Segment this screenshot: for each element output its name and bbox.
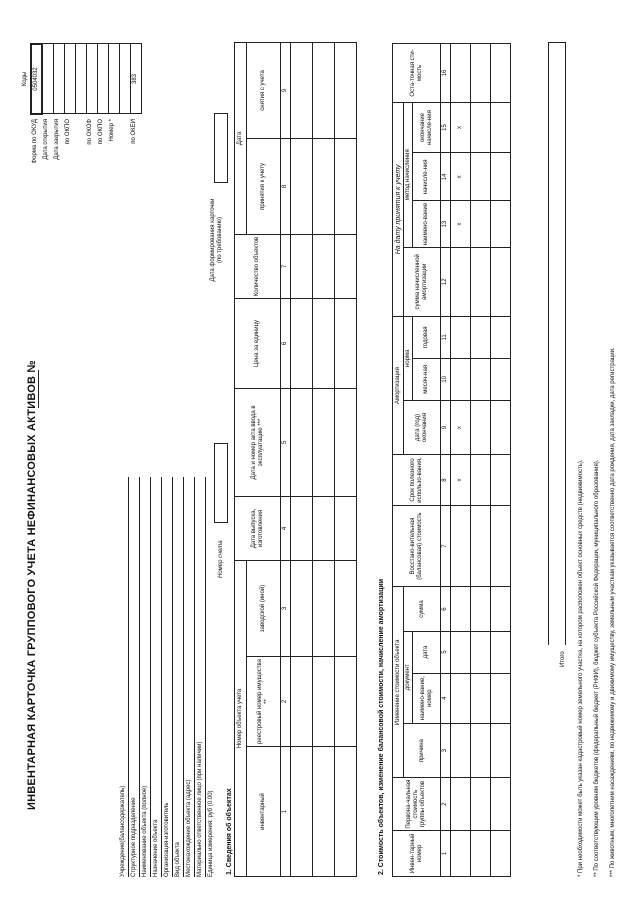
code-value [108, 44, 119, 114]
c2-yearly: годовая [413, 316, 441, 358]
column-number: 8 [281, 138, 291, 234]
c2-doc-name: наимено-вание, номер [413, 673, 441, 723]
cost-cell [451, 723, 471, 778]
column-number: 10 [441, 358, 451, 400]
field-row [206, 477, 217, 877]
code-value: 0504032 [31, 44, 42, 114]
c2-useful-life: Срок полезного использо-вания, [393, 455, 441, 505]
code-value [119, 44, 130, 114]
column-number: 9 [441, 400, 451, 455]
c2-inventory: Инвен-тарный номер [393, 830, 441, 876]
column-number: 13 [441, 201, 451, 247]
cost-cell [471, 723, 491, 778]
cost-cell [491, 316, 511, 358]
codes-header: Коды [22, 71, 28, 87]
code-label: по ОКОФ [87, 119, 93, 145]
cost-cell [491, 455, 511, 505]
total-label: Итого [560, 651, 566, 667]
col-unit-price: Цена за единицу [235, 298, 281, 388]
account-number-box [214, 443, 228, 523]
column-number: 7 [281, 234, 291, 298]
title-number-line [38, 370, 39, 408]
cost-cell [471, 830, 491, 876]
cost-cell [451, 358, 471, 400]
c2-restored-cost: Восстано-вительная (балансовая) стоимость [393, 505, 441, 587]
cost-cell [451, 587, 471, 631]
cost-cell [451, 830, 471, 876]
c2-change-group: Изменение стоимости объекта [393, 587, 404, 778]
column-number: 5 [441, 631, 451, 673]
c2-residual: Оста-точная сти-мость [393, 44, 441, 103]
c2-accrued-sum: сумма начисленной амортизации [404, 247, 441, 316]
cost-cell [451, 316, 471, 358]
codes-labels [30, 119, 140, 215]
cost-cell [471, 44, 491, 103]
objects-table [234, 42, 357, 877]
column-number: 3 [281, 560, 291, 656]
field-label: Назначение объекта [153, 819, 159, 877]
page-title: ИНВЕНТАРНАЯ КАРТОЧКА ГРУППОВОГО УЧЕТА НЕФИНАНСОВЫХ АКТИВОВ № [26, 360, 38, 810]
cost-cell [491, 723, 511, 778]
field-row [173, 477, 184, 877]
footnote: ** По соответствующим уровням бюджетов (федеральный бюджет (РНФИ), бюджет субъекта Российской Федерации, муниципального образования). [594, 459, 600, 877]
footnote: * При необходимости может быть указан кадастровый номер земельного участка, на котором расположен объект основных средств (недвижимость). [578, 459, 584, 877]
c2-accrual-end: окончание начисле-ния [413, 102, 441, 152]
column-number: 9 [281, 42, 291, 138]
c2-norm-group: норма [404, 316, 413, 400]
cost-cell [451, 778, 471, 830]
cost-cell [491, 830, 511, 876]
c2-on-date-group: На дату принятия к учету [393, 102, 404, 316]
col-act-date: Дата и номер акта ввода в эксплуатацию *** [235, 388, 281, 496]
cost-cell [491, 673, 511, 723]
cost-cell [491, 631, 511, 673]
column-number: 4 [441, 673, 451, 723]
column-number: 4 [281, 496, 291, 560]
cost-cell [471, 247, 491, 316]
cost-cell [471, 455, 491, 505]
field-row [140, 477, 151, 877]
cost-cell: x [451, 201, 471, 247]
cost-cell [451, 505, 471, 587]
column-number: 7 [441, 505, 451, 587]
objects-group-header: Номер объекта учета [235, 560, 247, 876]
code-label: по ОКПО [98, 119, 104, 145]
cost-cell [491, 201, 511, 247]
cost-cell [471, 587, 491, 631]
col-date-group: Дата [235, 42, 247, 234]
code-value [42, 44, 53, 114]
cost-cell [471, 201, 491, 247]
field-label: Учреждение(балансодержатель) [120, 785, 126, 877]
field-label: Местонахождение объекта (адрес) [186, 779, 192, 877]
cost-cell [491, 153, 511, 201]
cost-cell [491, 505, 511, 587]
column-number: 15 [441, 102, 451, 152]
field-label: Структурное подразделение [131, 797, 137, 877]
c2-method-group: метод начисления [404, 102, 413, 247]
cost-cell [471, 778, 491, 830]
c2-reason: причина [404, 723, 441, 778]
col-removed: снятия с учета [247, 42, 281, 138]
footnotes [578, 37, 626, 877]
field-label: Материально ответственное лицо (при наличии) [197, 741, 203, 877]
cost-cell [491, 247, 511, 316]
cost-cell: x [451, 153, 471, 201]
cost-cell [471, 102, 491, 152]
code-value [53, 44, 64, 114]
c2-end-date: дата (год) окончания [404, 400, 441, 455]
cost-cell [471, 631, 491, 673]
cost-cell [471, 505, 491, 587]
col-quantity: Количество объектов [235, 234, 281, 298]
col-date-issue: Дата выпуска, изготовления [235, 496, 281, 560]
field-row [195, 477, 206, 877]
field-label: Наименование объекта (полное) [142, 785, 148, 877]
code-label: Номер * [109, 119, 115, 142]
column-number: 12 [441, 247, 451, 316]
cost-cell: x [451, 102, 471, 152]
cost-cell [451, 44, 471, 103]
cost-cell [471, 153, 491, 201]
c2-method-name: наимено-вание [413, 201, 441, 247]
cost-cell [471, 673, 491, 723]
cost-cell [451, 673, 471, 723]
field-row [129, 477, 140, 877]
field-row [184, 477, 195, 877]
column-number: 2 [441, 778, 451, 830]
column-number: 1 [441, 830, 451, 876]
column-number: 6 [441, 587, 451, 631]
col-inventory: инвентарный [247, 747, 281, 877]
cost-cell [471, 316, 491, 358]
col-registry: реестровый номер имущества ** [247, 657, 281, 747]
cost-cell [491, 102, 511, 152]
cost-cell: x [451, 400, 471, 455]
cost-cell [471, 358, 491, 400]
c2-initial-cost: Первона-чальная стоимость группы объектов [393, 778, 441, 830]
column-number: 14 [441, 153, 451, 201]
card-date-box [214, 113, 228, 183]
cost-cell: x [451, 455, 471, 505]
field-row [151, 477, 162, 877]
field-label: Организация-изготовитель [164, 802, 170, 877]
code-label [74, 119, 85, 215]
cost-table [392, 43, 511, 877]
codes-table [30, 43, 142, 115]
code-value: 383 [130, 44, 141, 114]
account-number-label: Номер счета [218, 540, 224, 578]
code-label: по ОКЕИ [131, 119, 137, 144]
header-fields [118, 477, 217, 877]
c2-amort-group: Амортизация [393, 316, 404, 454]
field-label: Единица измерения: руб (0.00) [208, 790, 214, 877]
code-label [118, 119, 129, 215]
field-label: Вид объекта [175, 842, 181, 877]
code-value [86, 44, 97, 114]
cost-cell [451, 631, 471, 673]
column-number: 1 [281, 747, 291, 877]
column-number: 8 [441, 455, 451, 505]
cost-cell [471, 400, 491, 455]
cost-cell [491, 44, 511, 103]
section1-title: 1. Сведения об объектах [226, 788, 233, 875]
column-number: 3 [441, 723, 451, 778]
column-number: 16 [441, 44, 451, 103]
code-value [64, 44, 75, 114]
cost-cell [451, 247, 471, 316]
total-row [548, 42, 566, 645]
code-label: по ОКПО [65, 119, 71, 145]
section2-title: 2. Стоимость объектов, изменение балансовой стоимости, начисление амортизации [378, 578, 385, 875]
col-accepted: принятия к учету [247, 138, 281, 234]
c2-accrual-start: начисле-ния [413, 153, 441, 201]
code-label: Дата открытия [43, 119, 49, 160]
column-number: 6 [281, 298, 291, 388]
code-label: Дата закрытия [54, 119, 60, 160]
c2-sum: сумма [404, 587, 441, 631]
column-number: 11 [441, 316, 451, 358]
card-date-label: Дата формирования карточки (по требованию) [210, 198, 223, 282]
cost-cell [491, 778, 511, 830]
code-label: Форма по ОКУД [32, 119, 38, 164]
code-value [75, 44, 86, 114]
code-value [97, 44, 108, 114]
c2-doc-group: документ [404, 631, 413, 723]
field-row [162, 477, 173, 877]
c2-doc-date: дата [413, 631, 441, 673]
column-number: 5 [281, 388, 291, 496]
footnote: *** По животным, многолетним насаждениям, по недвижимому и движимому имуществу, земельным участкам указывается соответственно дата рождения, дата закладки, дата регистрации. [610, 347, 616, 877]
col-factory: заводской (иной) [247, 560, 281, 656]
column-number: 2 [281, 657, 291, 747]
cost-cell [491, 400, 511, 455]
cost-cell [491, 587, 511, 631]
c2-monthly: месяч-ная [413, 358, 441, 400]
cost-cell [491, 358, 511, 400]
field-row [118, 477, 129, 877]
